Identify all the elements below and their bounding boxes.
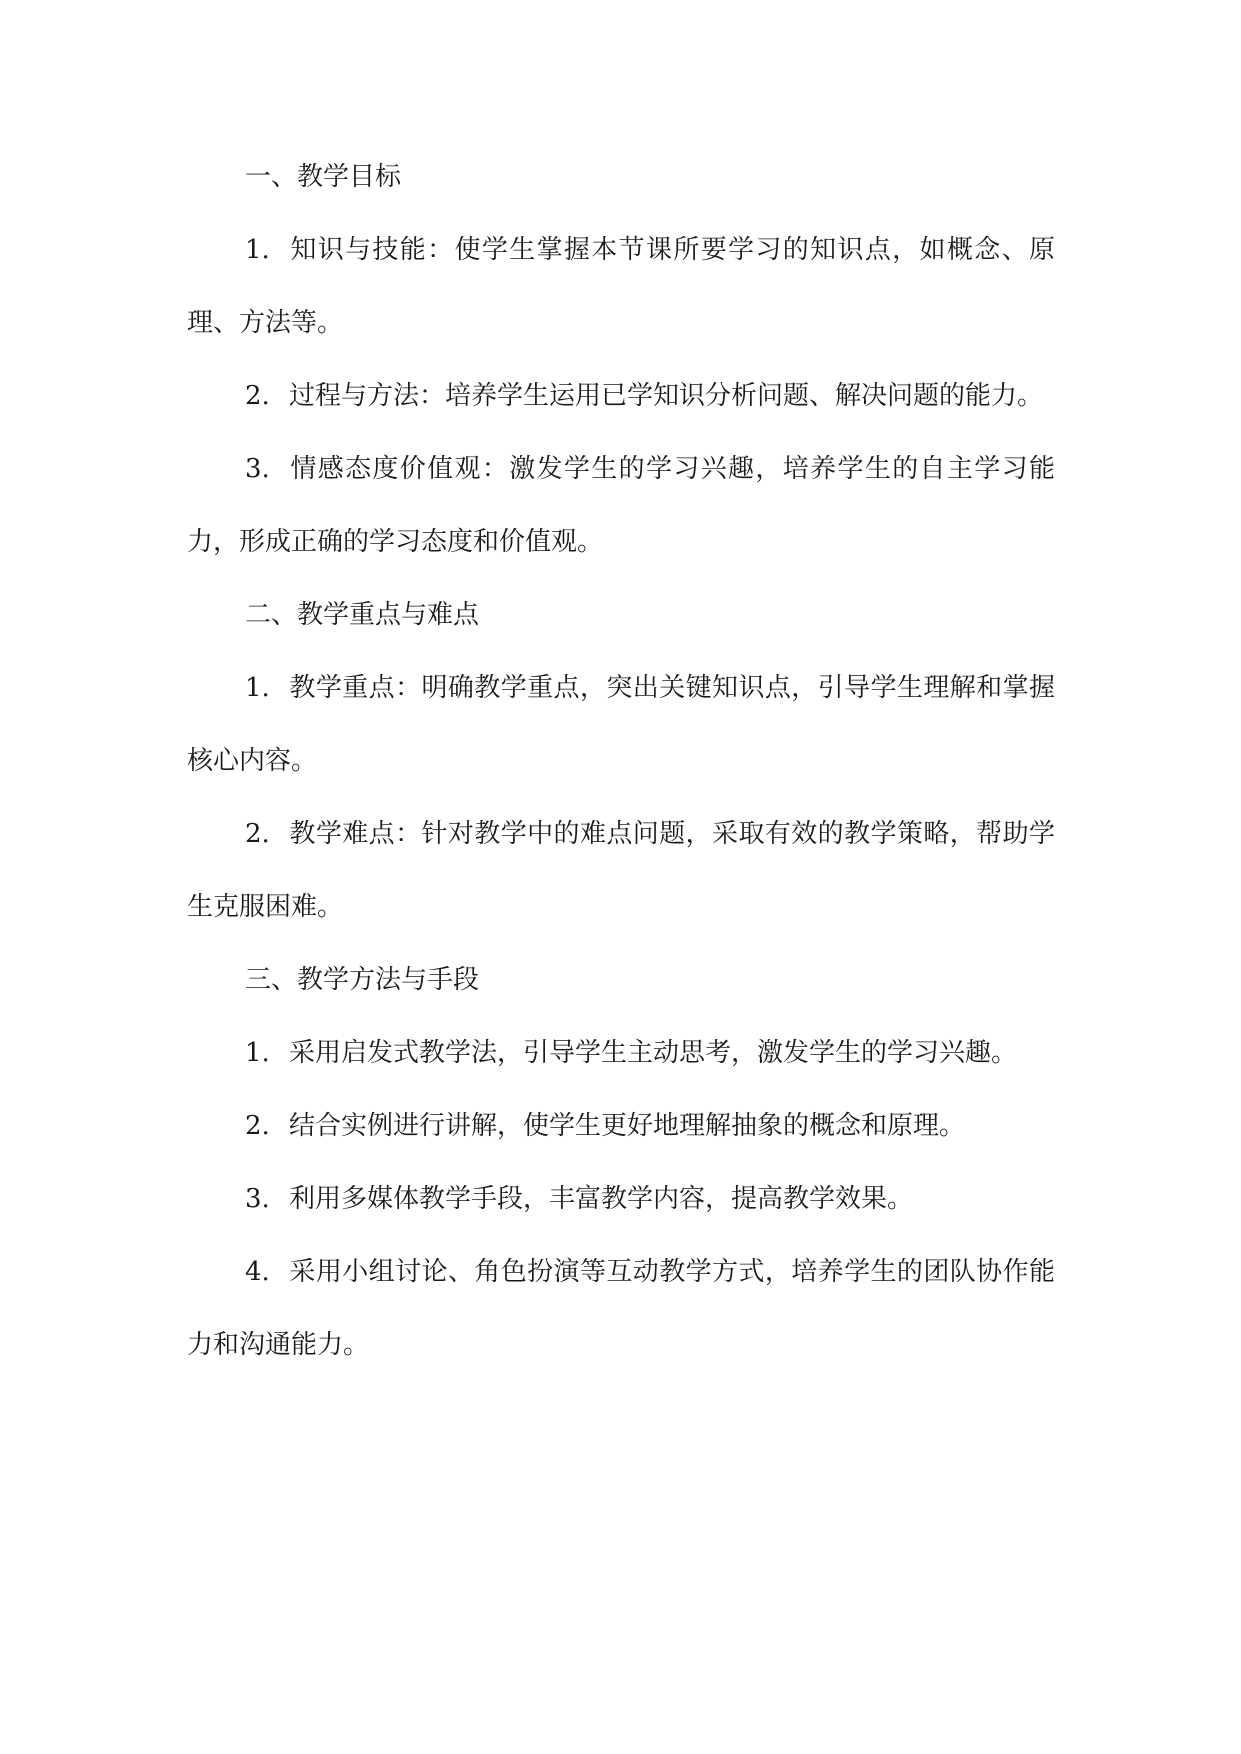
list-item: [187, 1017, 1055, 1090]
list-item: [187, 1163, 1055, 1236]
item-number: 1.: [245, 235, 270, 265]
section-heading: 一、教学目标: [245, 162, 402, 192]
item-text: 过程与方法：培养学生运用已学知识分析问题、解决问题的能力。: [289, 381, 1044, 411]
item-number: 2.: [245, 819, 270, 849]
item-number: 4.: [245, 1257, 270, 1287]
item-number: 3.: [245, 454, 270, 484]
list-item: [187, 433, 1055, 579]
item-text: 结合实例进行讲解，使学生更好地理解抽象的概念和原理。: [289, 1111, 966, 1141]
list-item: [187, 1090, 1055, 1163]
item-text: 知识与技能：使学生掌握本节课所要学习的知识点，如概念、原理、方法等。: [187, 235, 1055, 338]
item-text: 教学难点：针对教学中的难点问题，采取有效的教学策略，帮助学生克服困难。: [187, 819, 1055, 922]
list-item: [187, 214, 1055, 360]
list-item: [187, 798, 1055, 944]
item-text: 情感态度价值观：激发学生的学习兴趣，培养学生的自主学习能力，形成正确的学习态度和价值观。: [187, 454, 1055, 557]
section-heading: 三、教学方法与手段: [245, 965, 480, 995]
item-number: 2.: [245, 1111, 270, 1141]
list-item: [187, 360, 1055, 433]
section-heading: 二、教学重点与难点: [245, 600, 480, 630]
item-number: 1.: [245, 673, 270, 703]
item-text: 采用小组讨论、角色扮演等互动教学方式，培养学生的团队协作能力和沟通能力。: [187, 1257, 1055, 1360]
item-text: 利用多媒体教学手段，丰富教学内容，提高教学效果。: [289, 1184, 914, 1214]
document-page: [187, 141, 1055, 1382]
item-text: 采用启发式教学法，引导学生主动思考，激发学生的学习兴趣。: [289, 1038, 1018, 1068]
list-item: [187, 1236, 1055, 1382]
list-item: [187, 652, 1055, 798]
item-number: 1.: [245, 1038, 270, 1068]
item-number: 3.: [245, 1184, 270, 1214]
item-number: 2.: [245, 381, 270, 411]
item-text: 教学重点：明确教学重点，突出关键知识点，引导学生理解和掌握核心内容。: [187, 673, 1055, 776]
